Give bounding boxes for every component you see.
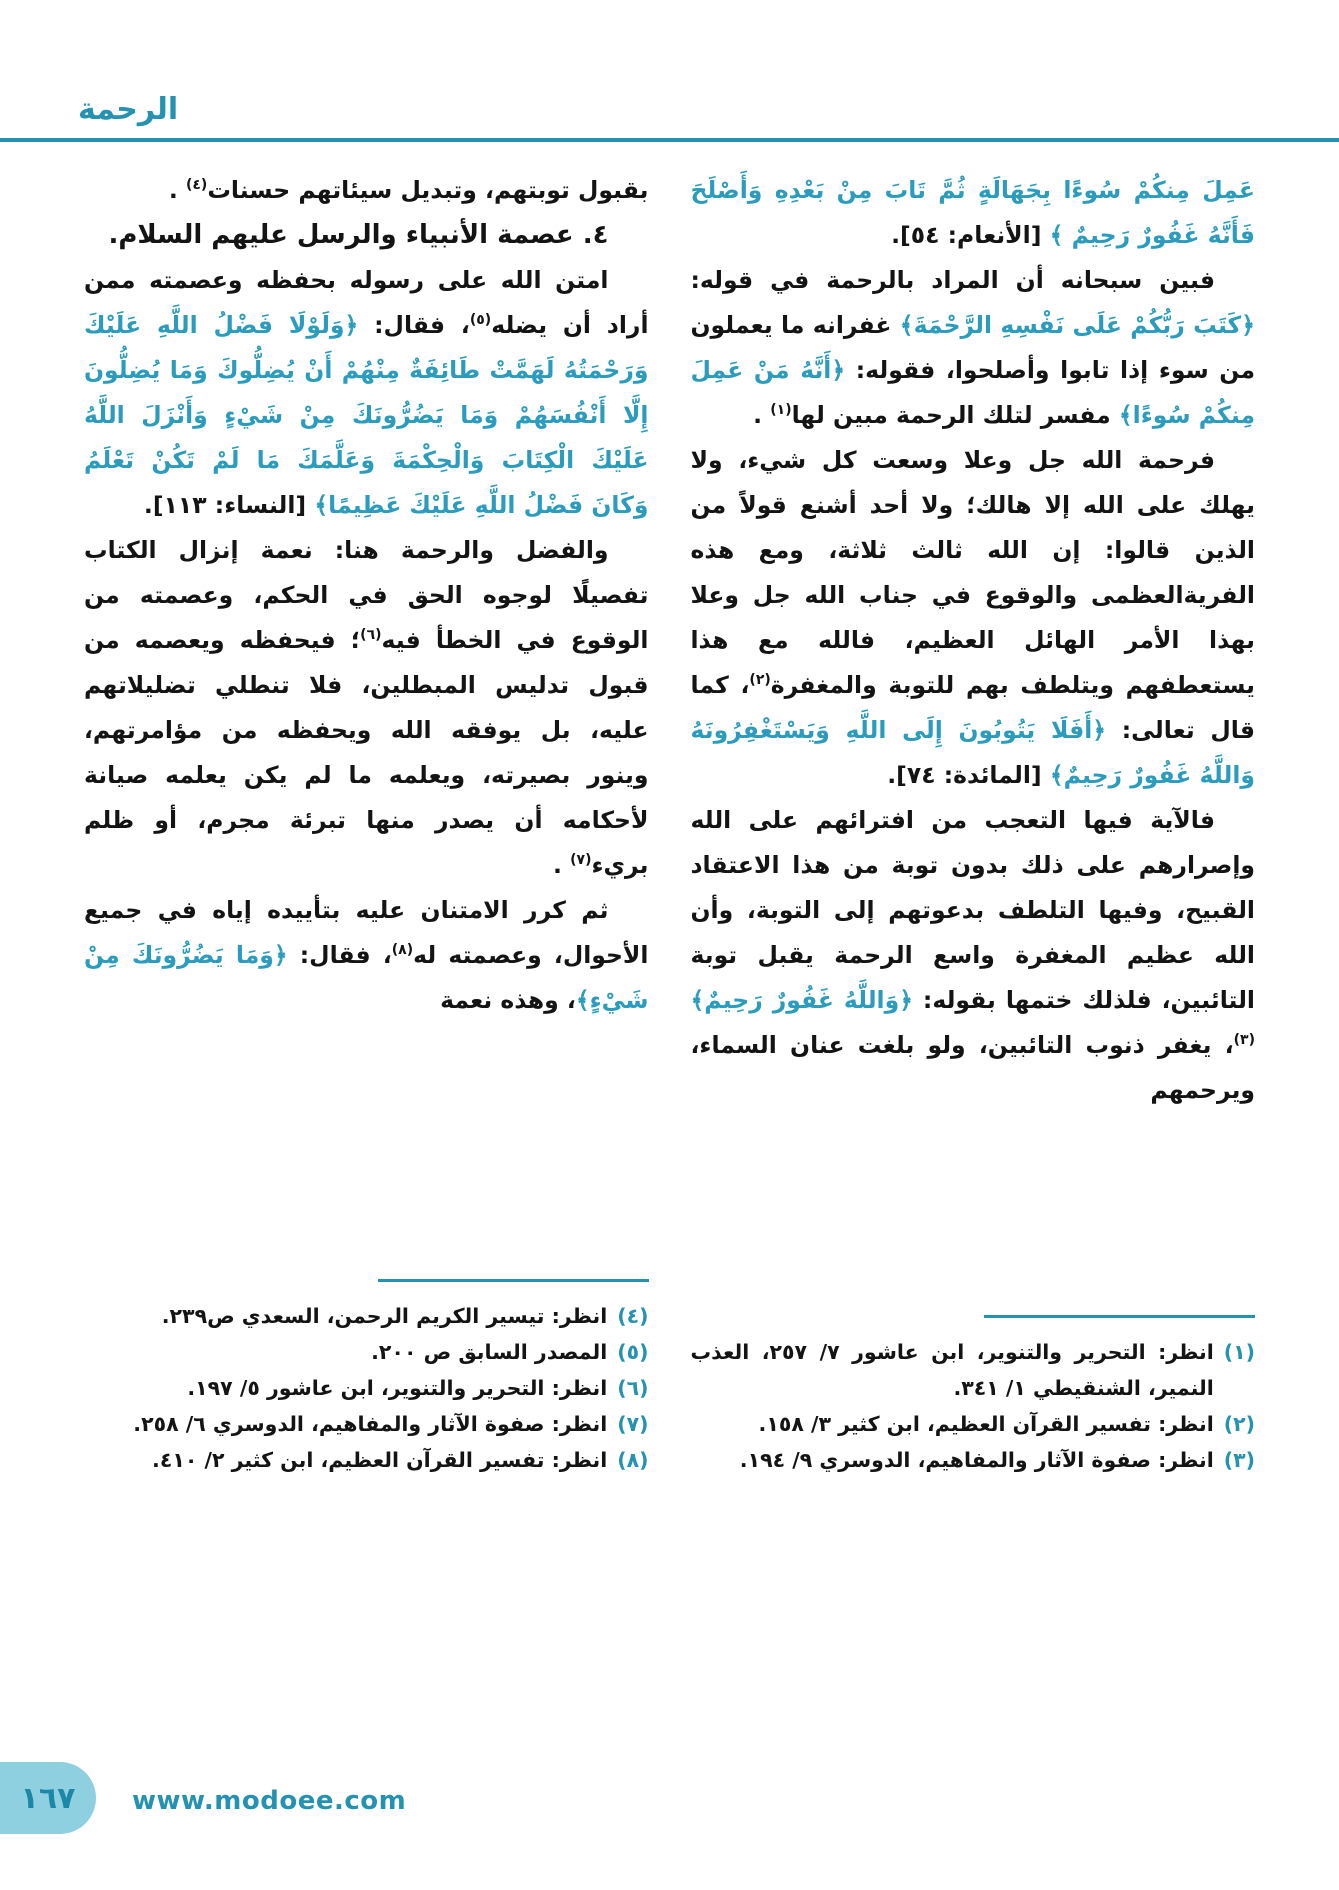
page-header-title: الرحمة xyxy=(78,92,179,127)
website-text: www.modoee.com xyxy=(132,1786,407,1816)
footnote xyxy=(691,1406,1256,1442)
body-text: ؛ فيحفظه ويعصمه من قبول تدليس المبطلين، فلا تنطلي تضليلاتهم عليه، بل يوفقه الله ويحفظه من مؤامرتهم، وينور بصيرته، ويعلمه ما لم يكن يعلمه صيانة لأحكامه أن يصدر منها تبرئة مجرم، أو ظلم بريء xyxy=(84,626,649,879)
footnote-ref: (٨) xyxy=(391,942,414,959)
footnote-marker: (٦) xyxy=(617,1376,649,1400)
footnote-text: المصدر السابق ص ٢٠٠. xyxy=(371,1340,608,1364)
body-text: ، يغفر ذنوب التائبين، ولو بلغت عنان السماء، ويرحمهم xyxy=(690,1031,1255,1104)
footnote xyxy=(84,1370,649,1406)
paragraph xyxy=(84,258,649,528)
footnote-ref: (٢) xyxy=(749,672,771,689)
body-text: ، فقال: xyxy=(287,941,392,969)
footnote-text: انظر: تفسير القرآن العظيم، ابن كثير ٣/ ١٥٨. xyxy=(758,1412,1214,1436)
column-right-footnotes xyxy=(691,1334,1256,1478)
footnote-separator xyxy=(378,1279,649,1282)
footnote xyxy=(84,1442,649,1478)
footnote-text: انظر: تفسير القرآن العظيم، ابن كثير ٢/ ٤١٠. xyxy=(152,1448,608,1472)
body-text: مفسر لتلك الرحمة مبين لها xyxy=(791,401,1119,429)
body-text: . xyxy=(553,851,571,879)
header-divider-rule xyxy=(0,138,1339,142)
footnote xyxy=(84,1334,649,1370)
text-columns xyxy=(84,168,1255,1478)
footnote-separator xyxy=(984,1315,1255,1318)
body-text: والفضل والرحمة هنا: نعمة إنزال الكتاب تفصيلًا لوجوه الحق في الحكم، وعصمته من الوقوع في الخطأ فيه xyxy=(84,536,649,654)
column-left-footnotes xyxy=(84,1298,649,1478)
column-right xyxy=(691,168,1256,1478)
body-text: امتن الله على رسوله بحفظه وعصمته ممن أراد أن يضله xyxy=(84,266,649,339)
paragraph xyxy=(84,168,649,213)
footnote xyxy=(84,1298,649,1334)
footnote-ref: (٣) xyxy=(1233,1032,1255,1049)
body-text: فبين سبحانه أن المراد بالرحمة في قوله: xyxy=(690,266,1215,294)
paragraph xyxy=(691,258,1256,438)
column-left xyxy=(84,168,649,1478)
paragraph xyxy=(691,168,1256,258)
column-right-paragraphs xyxy=(691,168,1256,1113)
footnote-text: انظر: تيسير الكريم الرحمن، السعدي ص٢٣٩. xyxy=(161,1304,608,1328)
body-text: ، كما قال تعالى: xyxy=(690,671,1255,744)
quran-verse: ﴿أَنَّهُ مَنْ عَمِلَ مِنكُمْ سُوءًا﴾ xyxy=(690,356,1255,429)
body-text: بقبول توبتهم، وتبديل سيئاتهم حسنات xyxy=(207,176,649,204)
footnote-marker: (٤) xyxy=(617,1304,649,1328)
footnote-marker: (٥) xyxy=(617,1340,649,1364)
paragraph xyxy=(84,888,649,1023)
footnote-text: انظر: صفوة الآثار والمفاهيم، الدوسري ٦/ ٢٥٨. xyxy=(133,1412,608,1436)
quran-verse: ﴿كَتَبَ رَبُّكُمْ عَلَى نَفْسِهِ الرَّحْمَةَ﴾ xyxy=(899,311,1255,339)
footnote-marker: (١) xyxy=(1223,1340,1255,1364)
body-text: فرحمة الله جل وعلا وسعت كل شيء، ولا يهلك على الله إلا هالك؛ ولا أحد أشنع قولاً من الذين قالوا: إن الله ثالث ثلاثة، ومع هذه الفريةالعظمى والوقوع في جناب الله جل وعلا بهذا الأمر الهائل العظيم، فالله مع هذا يستعطفهم ويتلطف بهم للتوبة والمغفرة xyxy=(690,446,1255,699)
section-heading xyxy=(84,213,649,258)
footnote-ref: (٤) xyxy=(185,177,208,194)
body-text: فالآية فيها التعجب من افترائهم على الله وإصرارهم على ذلك بدون توبة من هذا الاعتقاد القبيح، وفيها التلطف بدعوتهم إلى التوبة، وأن الله عظيم المغفرة واسع الرحمة يقبل توبة التائبين، فلذلك ختمها بقوله: xyxy=(690,806,1255,1014)
footnote-ref: (٧) xyxy=(570,852,592,869)
body-text: . xyxy=(168,176,186,204)
footnote-marker: (٣) xyxy=(1223,1448,1255,1472)
paragraph xyxy=(84,528,649,888)
quran-verse: ﴿وَمَا يَضُرُّونَكَ مِنْ شَيْءٍ﴾ xyxy=(84,941,649,1014)
footnote-text: انظر: التحرير والتنوير، ابن عاشور ٥/ ١٩٧. xyxy=(187,1376,608,1400)
quran-verse: ﴿أَفَلَا يَتُوبُونَ إِلَى اللَّهِ وَيَسْتَغْفِرُونَهُ وَاللَّهُ غَفُورٌ رَحِيمٌ﴾ xyxy=(690,716,1255,789)
footnote-ref: (٦) xyxy=(360,627,382,644)
footnote-marker: (٨) xyxy=(617,1448,649,1472)
footnote-text: انظر: التحرير والتنوير، ابن عاشور ٧/ ٢٥٧، العذب النمير، الشنقيطي ١/ ٣٤١. xyxy=(690,1340,1214,1400)
column-right-footnote-block xyxy=(691,1309,1256,1478)
footnote-text: انظر: صفوة الآثار والمفاهيم، الدوسري ٩/ ١٩٤. xyxy=(739,1448,1214,1472)
quran-verse: ﴿وَاللَّهُ غَفُورٌ رَحِيمٌ﴾ xyxy=(690,986,913,1014)
paragraph xyxy=(691,798,1256,1113)
quran-verse: عَمِلَ مِنكُمْ سُوءًا بِجَهَالَةٍ ثُمَّ تَابَ مِنْ بَعْدِهِ وَأَصْلَحَ فَأَنَّهُ غَفُورٌ رَحِيمٌ ﴾ xyxy=(690,176,1255,249)
body-text: ، فقال: xyxy=(358,311,470,339)
body-text: . xyxy=(753,401,771,429)
body-text: [الأنعام: ٥٤]. xyxy=(891,221,1050,249)
page-number-tab xyxy=(0,1762,96,1834)
body-text: ثم كرر الامتنان عليه بتأييده إياه في جميع الأحوال، وعصمته له xyxy=(84,896,649,969)
body-text: ، وهذه نعمة xyxy=(440,986,576,1014)
column-left-footnote-block xyxy=(84,1273,649,1478)
page-number: ١٦٧ xyxy=(20,1780,76,1816)
body-text: [النساء: ١١٣]. xyxy=(143,491,315,519)
footnote-ref: (١) xyxy=(770,402,792,419)
quran-verse: ﴿وَلَوْلَا فَضْلُ اللَّهِ عَلَيْكَ وَرَحْمَتُهُ لَهَمَّتْ طَائِفَةٌ مِنْهُمْ أَنْ يُضِلُّوكَ وَمَا يُضِلُّونَ إِلَّا أَنْفُسَهُمْ وَمَا يَضُرُّونَكَ مِنْ شَيْءٍ وَأَنْزَلَ اللَّهُ عَلَيْكَ الْكِتَابَ وَالْحِكْمَةَ وَعَلَّمَكَ مَا لَمْ تَكُنْ تَعْلَمُ وَكَانَ فَضْلُ اللَّهِ عَلَيْكَ عَظِيمًا﴾ xyxy=(84,311,649,519)
body-text: ٤. عصمة الأنبياء والرسل عليهم السلام. xyxy=(108,220,609,250)
footnote-marker: (٢) xyxy=(1223,1412,1255,1436)
footnote xyxy=(691,1334,1256,1406)
footnote xyxy=(84,1406,649,1442)
column-left-paragraphs xyxy=(84,168,649,1023)
body-text: غفرانه ما يعملون من سوء إذا تابوا وأصلحوا، فقوله: xyxy=(690,311,1255,384)
body-text: [المائدة: ٧٤]. xyxy=(887,761,1050,789)
paragraph xyxy=(691,438,1256,798)
footnote-ref: (٥) xyxy=(469,312,492,329)
footnote-marker: (٧) xyxy=(617,1412,649,1436)
footnote xyxy=(691,1442,1256,1478)
